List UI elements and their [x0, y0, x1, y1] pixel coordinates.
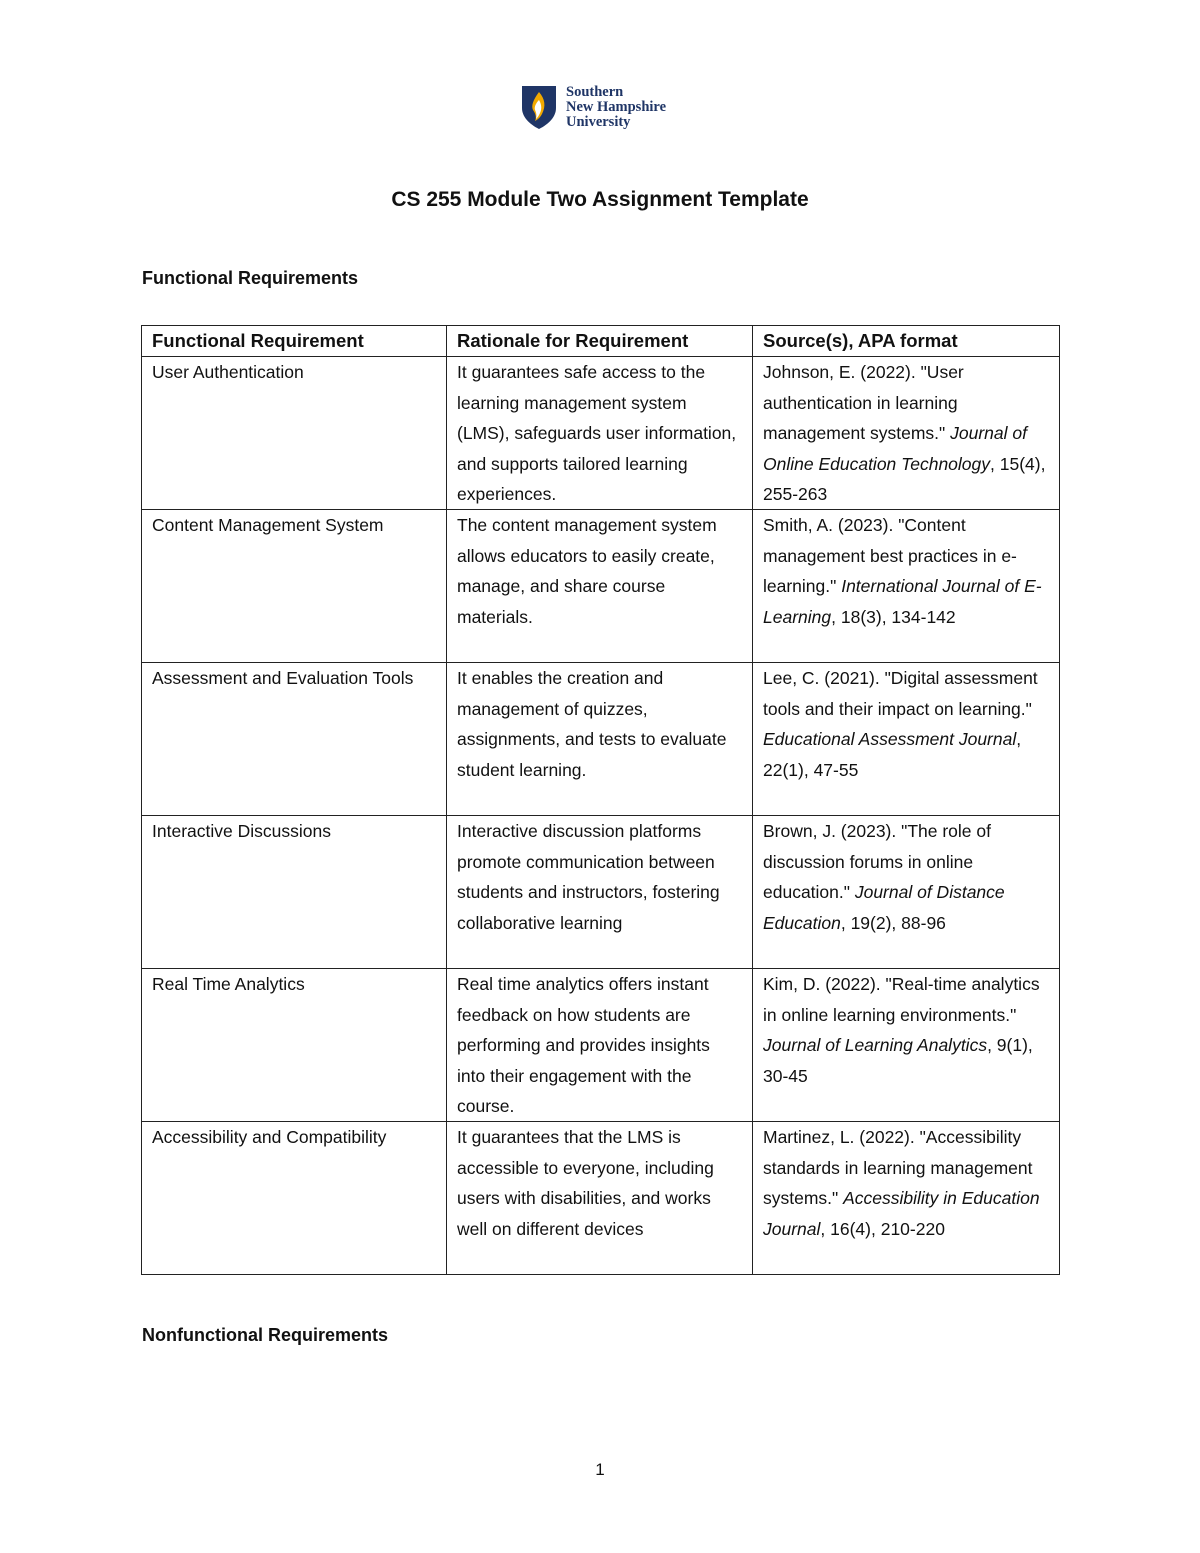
source-volume: , 22(1), 47-55: [763, 729, 1022, 780]
source-volume: , 16(4), 210-220: [820, 1218, 945, 1239]
page-number: 1: [595, 1460, 605, 1479]
requirement-cell: Accessibility and Compatibility: [142, 1122, 447, 1275]
logo-line-1: Southern: [566, 84, 624, 100]
functional-requirements-table: [141, 325, 1060, 1275]
rationale-cell: It guarantees that the LMS is accessible to everyone, including users with disabilities, and works well on different devices: [447, 1122, 753, 1275]
rationale-cell: The content management system allows educators to easily create, manage, and share course materials.: [447, 510, 753, 663]
logo-line-2: New Hampshire: [566, 99, 667, 115]
table-header-row: [142, 326, 1060, 357]
rationale-cell: Real time analytics offers instant feedback on how students are performing and provides insights into their engagement with the course.: [447, 969, 753, 1122]
source-journal: Journal of Learning Analytics: [763, 1035, 988, 1056]
source-volume: , 15(4), 255-263: [763, 453, 1046, 505]
source-journal: Journal of Distance Education: [763, 882, 1005, 933]
source-volume: , 19(2), 88-96: [840, 912, 946, 933]
nonfunctional-requirements-heading: Nonfunctional Requirements: [142, 1325, 389, 1345]
source-volume: , 18(3), 134-142: [831, 606, 956, 627]
source-journal: Accessibility in Education Journal: [763, 1188, 1040, 1239]
requirement-cell: User Authentication: [142, 357, 447, 510]
rationale-cell: It enables the creation and management of quizzes, assignments, and tests to evaluate student learning.: [447, 663, 753, 816]
shield-flame-icon: [520, 84, 558, 130]
source-citation: Martinez, L. (2022). "Accessibility standards in learning management systems.": [763, 1127, 1033, 1209]
source-cell: [753, 357, 1060, 510]
requirement-cell: Assessment and Evaluation Tools: [142, 663, 447, 816]
source-journal: Journal of Online Education Technology: [763, 423, 1027, 474]
table-row: [142, 663, 1060, 816]
source-cell: [753, 510, 1060, 663]
logo-wordmark: [566, 85, 666, 130]
table-row: [142, 357, 1060, 510]
table-row: [142, 1122, 1060, 1275]
source-journal: International Journal of E-Learning: [763, 576, 1042, 627]
table-row: [142, 969, 1060, 1122]
table-row: [142, 816, 1060, 969]
rationale-cell: Interactive discussion platforms promote communication between students and instructors, fostering collaborative learning: [447, 816, 753, 969]
requirement-cell: Interactive Discussions: [142, 816, 447, 969]
source-citation: Smith, A. (2023). "Content management best practices in e-learning.": [763, 515, 1017, 597]
table-row: [142, 510, 1060, 663]
source-cell: [753, 663, 1060, 816]
header-requirement: Functional Requirement: [142, 326, 447, 357]
source-citation: Kim, D. (2022). "Real-time analytics in online learning environments.": [763, 974, 1040, 1025]
document-title: CS 255 Module Two Assignment Template: [391, 188, 809, 211]
source-cell: [753, 969, 1060, 1122]
requirement-cell: Content Management System: [142, 510, 447, 663]
source-cell: [753, 1122, 1060, 1275]
header-source: Source(s), APA format: [753, 326, 1060, 357]
rationale-cell: It guarantees safe access to the learning management system (LMS), safeguards user information, and supports tailored learning experiences.: [447, 357, 753, 510]
functional-requirements-heading: Functional Requirements: [142, 268, 359, 288]
university-logo: [520, 84, 666, 130]
header-rationale: Rationale for Requirement: [447, 326, 753, 357]
source-journal: Educational Assessment Journal: [763, 729, 1017, 750]
source-citation: Johnson, E. (2022). "User authentication in learning management systems.": [763, 362, 964, 444]
source-volume: , 9(1), 30-45: [763, 1035, 1033, 1086]
source-cell: [753, 816, 1060, 969]
logo-line-3: University: [566, 114, 631, 130]
requirement-cell: Real Time Analytics: [142, 969, 447, 1122]
source-citation: Brown, J. (2023). "The role of discussion forums in online education.": [763, 821, 991, 903]
source-citation: Lee, C. (2021). "Digital assessment tools and their impact on learning.": [763, 668, 1038, 719]
